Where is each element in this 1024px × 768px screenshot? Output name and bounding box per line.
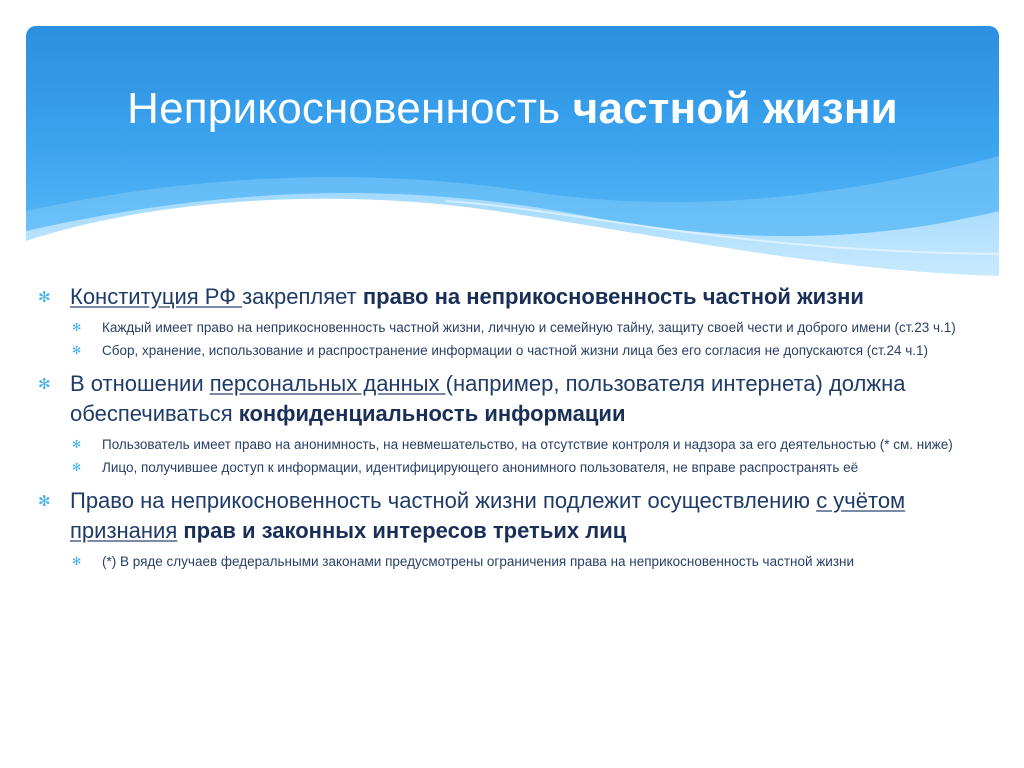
bullet-list <box>38 282 998 572</box>
bullet-text: (например, пользователя интернета) должна обеспечиваться <box>70 371 906 426</box>
sub-bullet-text: (*) В ряде случаев федеральными законами предусмотрены ограничения права на неприкосновенность частной жизни <box>102 554 855 569</box>
underlined-text: с учётом признания <box>70 488 906 543</box>
underlined-text: Конституция РФ <box>70 284 243 309</box>
sub-bullet-item <box>38 458 998 478</box>
sub-bullet-item <box>38 318 998 338</box>
sub-bullet-text: Сбор, хранение, использование и распространение информации о частной жизни лица без его согласия не допускаются (ст.24 ч.1) <box>102 343 928 358</box>
sub-bullet-icon: ✻ <box>72 322 82 334</box>
title-banner <box>26 26 999 284</box>
sub-bullet-item <box>38 552 998 572</box>
bullet-text: Право на неприкосновенность частной жизни подлежит осуществлению <box>70 488 817 513</box>
bullet-text: В отношении <box>70 371 210 396</box>
sub-bullet-icon: ✻ <box>72 556 82 568</box>
emphasis-text: прав и законных интересов третьих лиц <box>183 518 627 543</box>
sub-bullet-icon: ✻ <box>72 439 82 451</box>
underlined-text: персональных данных <box>209 371 446 396</box>
bullet-icon: ✻ <box>38 493 51 510</box>
sub-bullet-item <box>38 435 998 455</box>
sub-bullet-icon: ✻ <box>72 345 82 357</box>
bullet-item <box>38 282 998 312</box>
bullet-icon: ✻ <box>38 289 51 306</box>
sub-bullet-text: Лицо, получившее доступ к информации, идентифицирующего анонимного пользователя, не вправе распространять её <box>102 460 859 475</box>
sub-bullet-icon: ✻ <box>72 462 82 474</box>
title-bold: частной жизни <box>572 84 898 133</box>
banner-wave-graphic <box>26 26 999 284</box>
bullet-item <box>38 486 998 546</box>
sub-bullet-item <box>38 341 998 361</box>
sub-bullet-text: Каждый имеет право на неприкосновенность частной жизни, личную и семейную тайну, защиту своей чести и доброго имени (ст.23 ч.1) <box>102 320 956 335</box>
bullet-icon: ✻ <box>38 376 51 393</box>
emphasis-text: право на неприкосновенность частной жизни <box>362 284 864 309</box>
emphasis-text: конфиденциальность информации <box>238 401 626 426</box>
title-regular: Неприкосновенность <box>127 84 573 133</box>
page-title <box>26 84 999 134</box>
bullet-text: закрепляет <box>242 284 363 309</box>
sub-bullet-text: Пользователь имеет право на анонимность, на невмешательство, на отсутствие контроля и надзора за его деятельностью (* см. ниже) <box>102 437 953 452</box>
bullet-item <box>38 369 998 429</box>
